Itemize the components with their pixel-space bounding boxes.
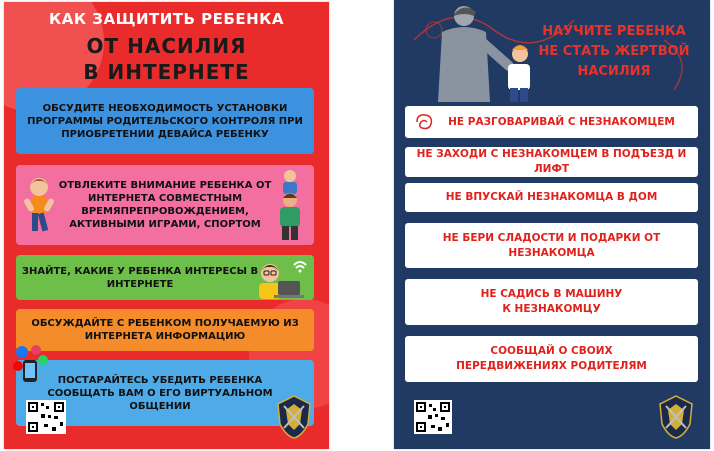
right-title-line2: НЕ СТАТЬ ЖЕРТВОЙ [538, 44, 690, 59]
qr-code-icon[interactable] [26, 400, 66, 434]
tip-text: ОБСУЖДАЙТЕ С РЕБЕНКОМ ПОЛУЧАЕМУЮ ИЗ ИНТЕРНЕТА ИНФОРМАЦИЮ [31, 318, 299, 342]
rule-box [405, 106, 698, 138]
tip-text: ОБСУДИТЕ НЕОБХОДИМОСТЬ УСТАНОВКИ ПРОГРАММЫ РОДИТЕЛЬСКОГО КОНТРОЛЯ ПРИ ПРИОБРЕТЕНИИ ДЕВАЙСА РЕБЕНКУ [27, 102, 303, 140]
tip-text: ЗНАЙТЕ, КАКИЕ У РЕБЕНКА ИНТЕРЕСЫ В ИНТЕРНЕТЕ [21, 265, 259, 290]
left-poster [4, 2, 329, 449]
tip-box [16, 309, 314, 351]
rule-text: НЕ ВПУСКАЙ НЕЗНАКОМЦА В ДОМ [445, 191, 658, 203]
swirl-icon [413, 112, 435, 132]
rule-box [405, 223, 698, 268]
left-title-line3: В ИНТЕРНЕТЕ [83, 60, 250, 84]
stranger-illustration [424, 2, 534, 102]
social-apps-illustration [10, 342, 50, 386]
rule-box [405, 183, 698, 212]
qr-code-icon[interactable] [414, 400, 452, 434]
tip-box [16, 88, 314, 154]
rule-box [405, 336, 698, 382]
right-poster [394, 0, 710, 449]
tip-box [16, 165, 314, 245]
right-title-line1: НАУЧИТЕ РЕБЕНКА [542, 24, 686, 39]
rule-box [405, 279, 698, 325]
emblem-icon [274, 394, 314, 440]
tip-text: ПОСТАРАЙТЕСЬ УБЕДИТЬ РЕБЕНКА СООБЩАТЬ ВАМ О ЕГО ВИРТУАЛЬНОМ ОБЩЕНИИ [47, 374, 273, 412]
tip-text: ОТВЛЕКИТЕ ВНИМАНИЕ РЕБЕНКА ОТ ИНТЕРНЕТА СОВМЕСТНЫМ ВРЕМЯПРЕПРОВОЖДЕНИЕМ, АКТИВНЫМИ ИГРАМИ, СПОРТОМ [58, 180, 272, 230]
rule-box [405, 147, 698, 177]
rule-text: НЕ БЕРИ СЛАДОСТИ И ПОДАРКИ ОТ НЕЗНАКОМЦА [442, 231, 661, 259]
emblem-icon [656, 394, 696, 440]
left-title-line2: ОТ НАСИЛИЯ [86, 34, 247, 58]
left-title-line1: КАК ЗАЩИТИТЬ РЕБЕНКА [48, 10, 285, 28]
child-illustration [22, 175, 56, 237]
parent-child-illustration [272, 169, 308, 241]
rule-text: НЕ РАЗГОВАРИВАЙ С НЕЗНАКОМЦЕМ [448, 115, 675, 128]
rule-text: НЕ САДИСЬ В МАШИНУ К НЕЗНАКОМЦУ [480, 288, 623, 315]
tip-box [16, 255, 314, 300]
laptop-child-illustration [250, 259, 308, 301]
right-title-line3: НАСИЛИЯ [577, 64, 651, 79]
rule-text: СООБЩАЙ О СВОИХ ПЕРЕДВИЖЕНИЯХ РОДИТЕЛЯМ [456, 345, 647, 372]
rule-text: НЕ ЗАХОДИ С НЕЗНАКОМЦЕМ В ПОДЪЕЗД И ЛИФТ [416, 148, 687, 175]
